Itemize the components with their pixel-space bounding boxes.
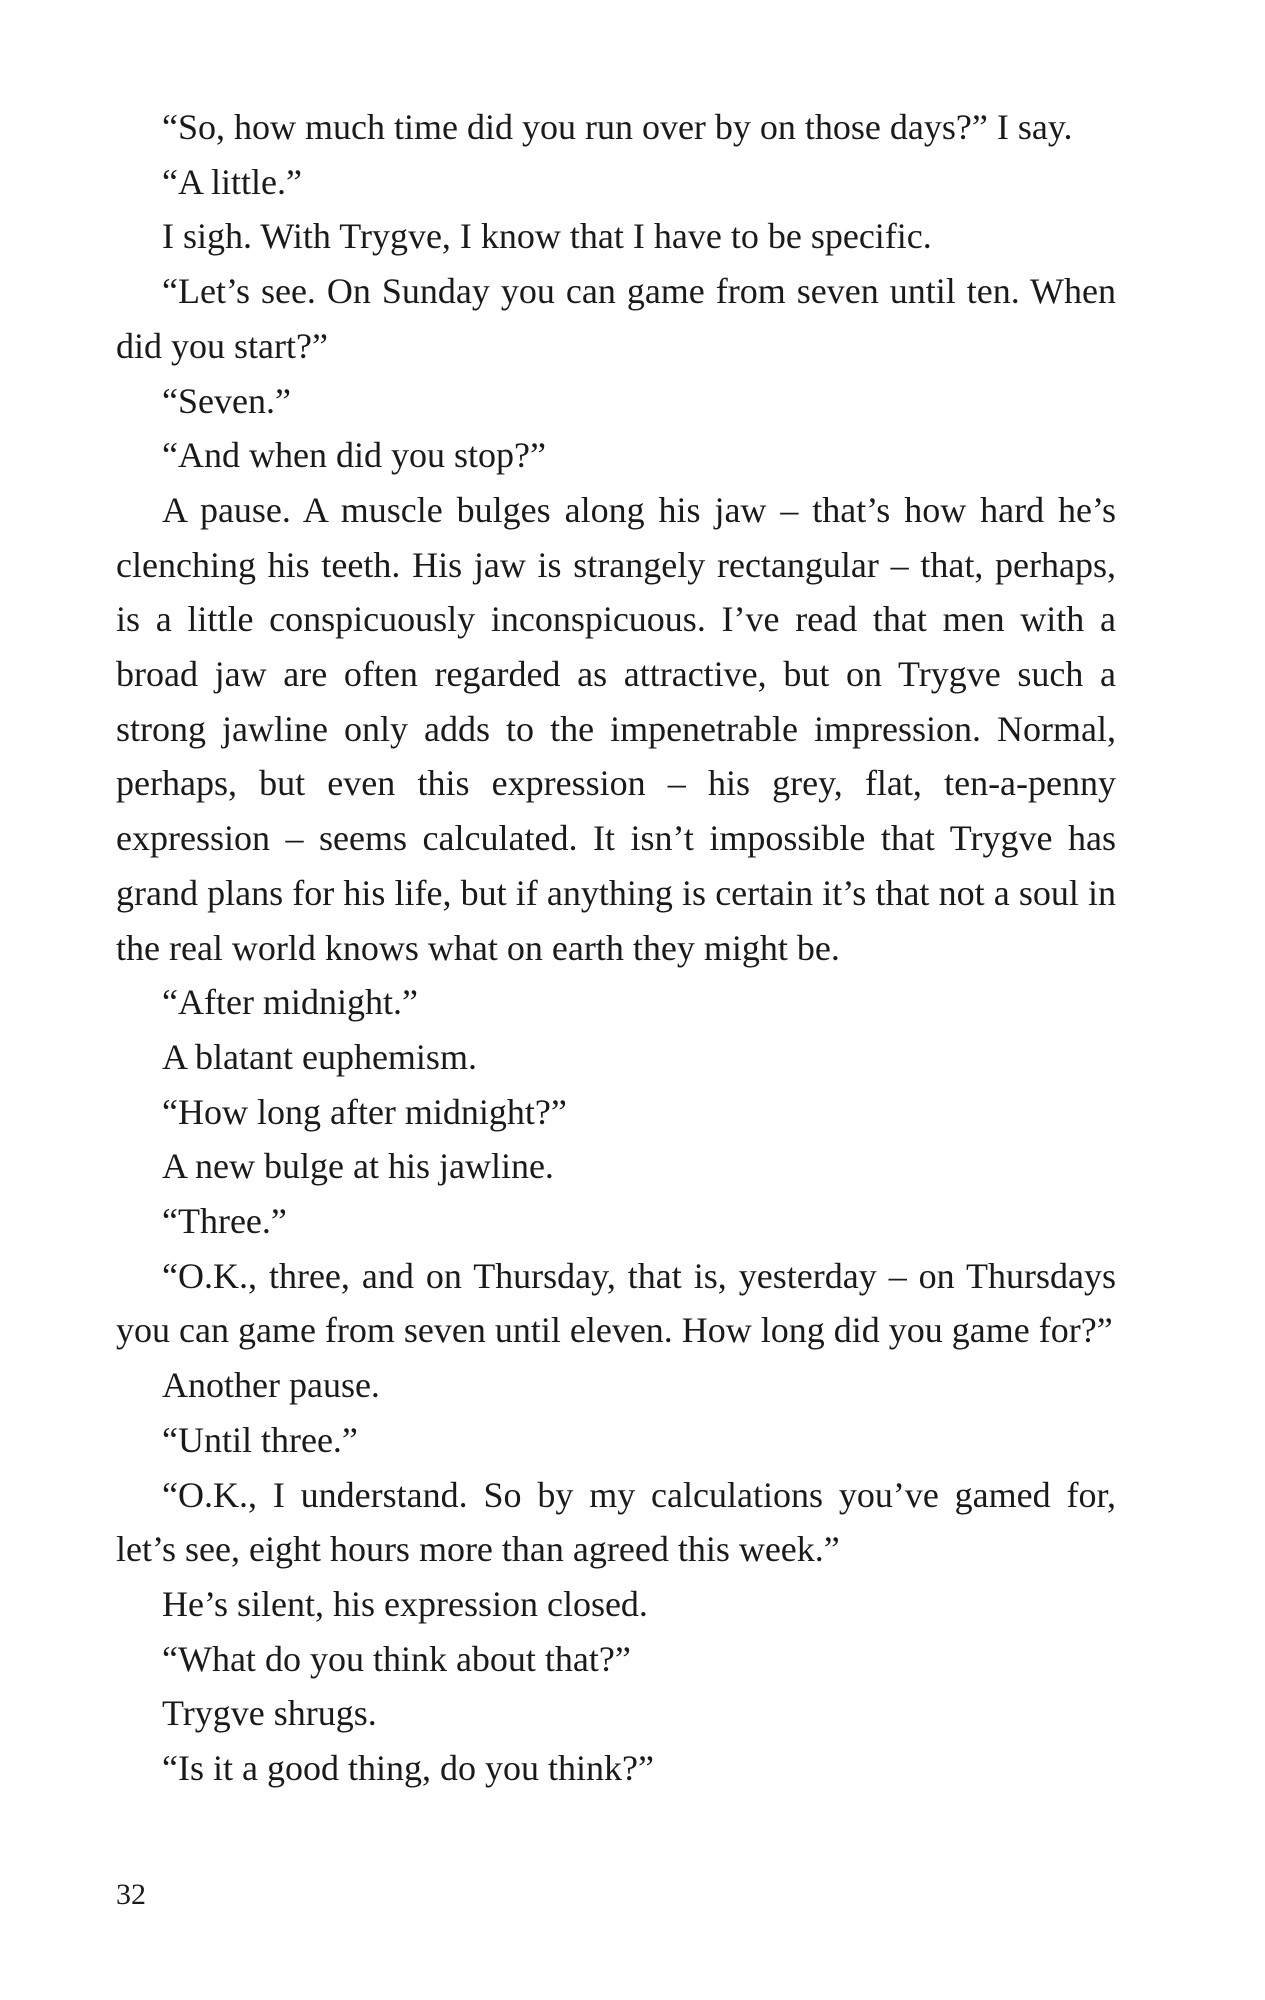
paragraph-18: “What do you think about that?”	[162, 1638, 631, 1679]
paragraph-5: “Seven.”	[162, 380, 291, 421]
paragraph-20: “Is it a good thing, do you think?”	[162, 1748, 654, 1789]
paragraph-19: Trygve shrugs.	[162, 1693, 377, 1734]
paragraph-13: “O.K., three, and on Thursday, that is, yesterday – on Thursdays you can game from seven until eleven. How long did you game for?”	[116, 1255, 1116, 1351]
paragraph-6: “And when did you stop?”	[162, 435, 546, 476]
paragraph-10: “How long after midnight?”	[162, 1091, 567, 1132]
paragraph-9: A blatant euphemism.	[162, 1036, 477, 1077]
paragraph-3: I sigh. With Trygve, I know that I have to be specific.	[162, 216, 932, 257]
paragraph-1: “So, how much time did you run over by on those days?” I say.	[162, 107, 1073, 147]
paragraph-16: “O.K., I understand. So by my calculations you’ve gamed for, let’s see, eight hours more than agreed this week.”	[116, 1474, 1116, 1570]
paragraph-17: He’s silent, his expression closed.	[162, 1583, 648, 1624]
paragraph-2: “A little.”	[162, 161, 302, 202]
paragraph-8: “After midnight.”	[162, 982, 418, 1023]
paragraph-4: “Let’s see. On Sunday you can game from seven until ten. When did you start?”	[116, 271, 1116, 366]
paragraph-12: “Three.”	[162, 1201, 287, 1242]
page-number: 32	[116, 1878, 146, 1911]
paragraph-14: Another pause.	[162, 1365, 380, 1406]
paragraph-7: A pause. A muscle bulges along his jaw – that’s how hard he’s clenching his teeth. His jaw is strangely rectangular – that, perhaps, is a little conspicuously inconspicuous. I’ve read that men with a broad jaw are often regarded as attractive, but on Trygve such a strong jawline only adds to the impenetrable impression. Normal, perhaps, but even this expression – his grey, flat, ten-a-penny expression – seems calculated. It isn’t impossible that Trygve has grand plans for his life, but if anything is certain it’s that not a soul in the real world knows what on earth they might be.	[116, 489, 1116, 968]
paragraph-11: A new bulge at his jawline.	[162, 1146, 554, 1187]
body-text	[116, 100, 1116, 1796]
paragraph-15: “Until three.”	[162, 1419, 358, 1460]
